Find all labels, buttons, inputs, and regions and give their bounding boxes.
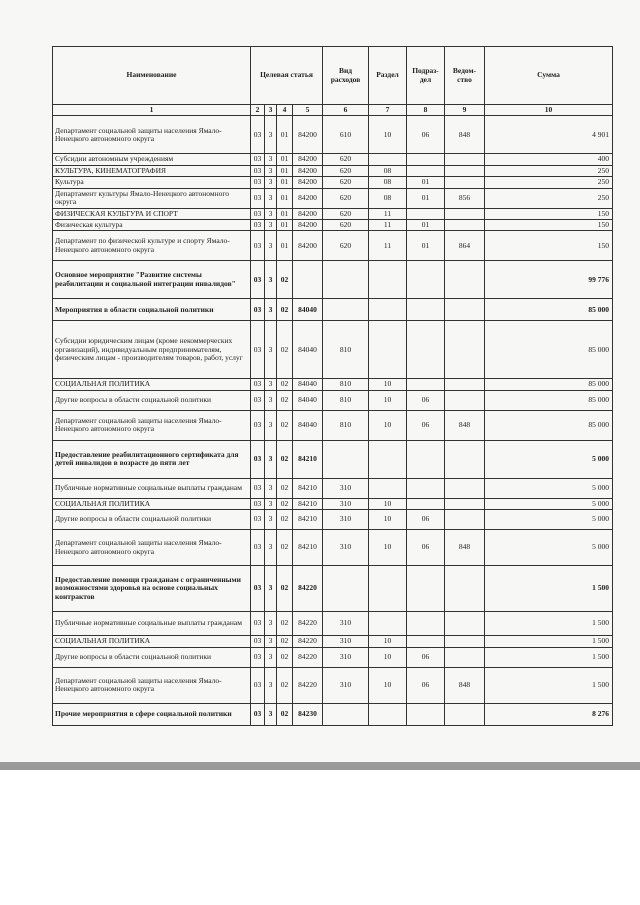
sum-cell: 8 276 [485, 703, 613, 725]
table-row [53, 188, 613, 208]
target-article-part2: 3 [265, 165, 277, 176]
target-article-part3: 02 [277, 379, 293, 390]
target-article-part1: 03 [251, 165, 265, 176]
expense-type-cell [323, 440, 369, 478]
target-article-part3: 01 [277, 219, 293, 230]
department-cell [445, 208, 485, 219]
column-number: 5 [293, 105, 323, 116]
department-cell: 848 [445, 530, 485, 566]
target-article-part2: 3 [265, 390, 277, 410]
target-article-part4: 84220 [293, 566, 323, 612]
target-article-part2: 3 [265, 667, 277, 703]
sum-cell: 85 000 [485, 299, 613, 321]
table-row [53, 667, 613, 703]
subsection-cell: 06 [407, 510, 445, 530]
target-article-part1: 03 [251, 498, 265, 509]
header-section: Раздел [369, 47, 407, 105]
table-row [53, 231, 613, 261]
target-article-part4: 84200 [293, 188, 323, 208]
table-body [53, 116, 613, 725]
target-article-part3: 02 [277, 636, 293, 647]
target-article-part3: 02 [277, 647, 293, 667]
subsection-cell [407, 636, 445, 647]
section-cell: 10 [369, 379, 407, 390]
target-article-part4: 84210 [293, 498, 323, 509]
section-cell [369, 299, 407, 321]
section-cell [369, 566, 407, 612]
target-article-part4: 84200 [293, 165, 323, 176]
department-cell [445, 165, 485, 176]
sum-cell: 400 [485, 154, 613, 165]
expense-type-cell: 620 [323, 165, 369, 176]
row-name: Департамент по физической культуре и спорту Ямало-Ненецкого автономного округа [53, 231, 251, 261]
section-cell: 10 [369, 667, 407, 703]
table-row [53, 498, 613, 509]
section-cell: 10 [369, 636, 407, 647]
subsection-cell: 01 [407, 188, 445, 208]
expense-type-cell: 310 [323, 478, 369, 498]
table-row [53, 321, 613, 379]
table-row [53, 299, 613, 321]
expense-type-cell [323, 299, 369, 321]
department-cell [445, 440, 485, 478]
subsection-cell [407, 208, 445, 219]
target-article-part3: 01 [277, 231, 293, 261]
sum-cell: 1 500 [485, 636, 613, 647]
expense-type-cell: 620 [323, 177, 369, 188]
row-name: Другие вопросы в области социальной политики [53, 390, 251, 410]
target-article-part2: 3 [265, 703, 277, 725]
section-cell [369, 612, 407, 636]
subsection-cell [407, 165, 445, 176]
row-name: Физическая культура [53, 219, 251, 230]
target-article-part4: 84210 [293, 510, 323, 530]
table-row [53, 208, 613, 219]
target-article-part2: 3 [265, 208, 277, 219]
target-article-part2: 3 [265, 478, 277, 498]
target-article-part2: 3 [265, 299, 277, 321]
department-cell: 848 [445, 116, 485, 154]
target-article-part3: 02 [277, 530, 293, 566]
target-article-part2: 3 [265, 188, 277, 208]
target-article-part4: 84220 [293, 612, 323, 636]
target-article-part4: 84040 [293, 410, 323, 440]
sum-cell: 5 000 [485, 440, 613, 478]
target-article-part3: 01 [277, 177, 293, 188]
department-cell: 856 [445, 188, 485, 208]
expense-type-cell: 310 [323, 636, 369, 647]
target-article-part2: 3 [265, 154, 277, 165]
subsection-cell [407, 612, 445, 636]
table-row [53, 478, 613, 498]
target-article-part3: 02 [277, 410, 293, 440]
subsection-cell [407, 261, 445, 299]
section-cell: 10 [369, 498, 407, 509]
target-article-part3: 02 [277, 440, 293, 478]
target-article-part4: 84230 [293, 703, 323, 725]
department-cell [445, 636, 485, 647]
column-number: 8 [407, 105, 445, 116]
subsection-cell: 06 [407, 390, 445, 410]
subsection-cell [407, 566, 445, 612]
expense-type-cell: 310 [323, 667, 369, 703]
target-article-part4: 84220 [293, 647, 323, 667]
department-cell: 848 [445, 410, 485, 440]
department-cell [445, 647, 485, 667]
target-article-part2: 3 [265, 321, 277, 379]
department-cell [445, 321, 485, 379]
subsection-cell: 06 [407, 410, 445, 440]
subsection-cell: 01 [407, 231, 445, 261]
department-cell [445, 478, 485, 498]
department-cell [445, 390, 485, 410]
target-article-part3: 02 [277, 390, 293, 410]
target-article-part1: 03 [251, 530, 265, 566]
target-article-part1: 03 [251, 321, 265, 379]
department-cell [445, 219, 485, 230]
expense-type-cell [323, 261, 369, 299]
target-article-part1: 03 [251, 612, 265, 636]
target-article-part1: 03 [251, 188, 265, 208]
sum-cell: 250 [485, 188, 613, 208]
sum-cell: 150 [485, 208, 613, 219]
target-article-part1: 03 [251, 116, 265, 154]
table-row [53, 612, 613, 636]
expense-type-cell: 620 [323, 219, 369, 230]
subsection-cell: 01 [407, 219, 445, 230]
row-name: Департамент социальной защиты населения Ямало-Ненецкого автономного округа [53, 530, 251, 566]
expense-type-cell: 620 [323, 208, 369, 219]
section-cell [369, 478, 407, 498]
target-article-part4: 84200 [293, 219, 323, 230]
subsection-cell: 06 [407, 530, 445, 566]
department-cell [445, 154, 485, 165]
header-expense-type: Вид расходов [323, 47, 369, 105]
department-cell [445, 261, 485, 299]
target-article-part2: 3 [265, 219, 277, 230]
sum-cell: 150 [485, 231, 613, 261]
target-article-part3: 01 [277, 165, 293, 176]
sum-cell: 250 [485, 165, 613, 176]
expense-type-cell [323, 703, 369, 725]
target-article-part4 [293, 261, 323, 299]
target-article-part3: 02 [277, 299, 293, 321]
column-number: 3 [265, 105, 277, 116]
target-article-part2: 3 [265, 647, 277, 667]
target-article-part4: 84200 [293, 154, 323, 165]
row-name: СОЦИАЛЬНАЯ ПОЛИТИКА [53, 498, 251, 509]
target-article-part3: 02 [277, 261, 293, 299]
row-name: Другие вопросы в области социальной политики [53, 510, 251, 530]
budget-table-container [52, 46, 612, 726]
section-cell [369, 154, 407, 165]
target-article-part1: 03 [251, 478, 265, 498]
row-name: Департамент культуры Ямало-Ненецкого автономного округа [53, 188, 251, 208]
target-article-part3: 02 [277, 321, 293, 379]
target-article-part3: 02 [277, 612, 293, 636]
row-name: Культура [53, 177, 251, 188]
row-name: Субсидии юридическим лицам (кроме некоммерческих организаций), индивидуальным предпринимателям, физическим лицам - производителям товаров, работ, услуг [53, 321, 251, 379]
table-row [53, 390, 613, 410]
column-number: 4 [277, 105, 293, 116]
expense-type-cell: 810 [323, 390, 369, 410]
target-article-part1: 03 [251, 410, 265, 440]
target-article-part3: 02 [277, 703, 293, 725]
row-name: Субсидии автономным учреждениям [53, 154, 251, 165]
column-number: 10 [485, 105, 613, 116]
target-article-part2: 3 [265, 498, 277, 509]
expense-type-cell: 620 [323, 188, 369, 208]
table-row [53, 440, 613, 478]
expense-type-cell: 610 [323, 116, 369, 154]
department-cell [445, 498, 485, 509]
target-article-part4: 84040 [293, 321, 323, 379]
target-article-part1: 03 [251, 566, 265, 612]
sum-cell: 85 000 [485, 379, 613, 390]
target-article-part4: 84040 [293, 390, 323, 410]
target-article-part1: 03 [251, 379, 265, 390]
target-article-part1: 03 [251, 667, 265, 703]
target-article-part1: 03 [251, 154, 265, 165]
row-name: Департамент социальной защиты населения Ямало-Ненецкого автономного округа [53, 116, 251, 154]
subsection-cell [407, 321, 445, 379]
table-row [53, 647, 613, 667]
row-name: Публичные нормативные социальные выплаты гражданам [53, 612, 251, 636]
table-row [53, 566, 613, 612]
sum-cell: 1 500 [485, 647, 613, 667]
header-row [53, 47, 613, 105]
target-article-part3: 02 [277, 498, 293, 509]
department-cell [445, 299, 485, 321]
target-article-part2: 3 [265, 231, 277, 261]
section-cell: 08 [369, 188, 407, 208]
column-number-row [53, 105, 613, 116]
expense-type-cell [323, 566, 369, 612]
header-subsection: Подраз-дел [407, 47, 445, 105]
row-name: Предоставление помощи гражданам с ограниченными возможностями здоровья на основе социальных контрактов [53, 566, 251, 612]
department-cell [445, 510, 485, 530]
table-row [53, 636, 613, 647]
expense-type-cell: 810 [323, 410, 369, 440]
target-article-part4: 84210 [293, 440, 323, 478]
subsection-cell [407, 478, 445, 498]
section-cell [369, 703, 407, 725]
department-cell: 848 [445, 667, 485, 703]
department-cell: 864 [445, 231, 485, 261]
table-row [53, 154, 613, 165]
target-article-part3: 02 [277, 510, 293, 530]
expense-type-cell: 310 [323, 530, 369, 566]
target-article-part2: 3 [265, 530, 277, 566]
section-cell: 10 [369, 116, 407, 154]
table-row [53, 510, 613, 530]
expense-type-cell: 310 [323, 498, 369, 509]
target-article-part2: 3 [265, 636, 277, 647]
scan-edge-band [0, 762, 640, 770]
department-cell [445, 177, 485, 188]
section-cell: 10 [369, 510, 407, 530]
target-article-part4: 84210 [293, 530, 323, 566]
table-row [53, 116, 613, 154]
subsection-cell [407, 703, 445, 725]
table-row [53, 165, 613, 176]
target-article-part1: 03 [251, 208, 265, 219]
section-cell: 10 [369, 647, 407, 667]
target-article-part1: 03 [251, 510, 265, 530]
expense-type-cell: 620 [323, 154, 369, 165]
column-number: 6 [323, 105, 369, 116]
target-article-part1: 03 [251, 177, 265, 188]
section-cell: 10 [369, 530, 407, 566]
section-cell: 08 [369, 177, 407, 188]
section-cell [369, 321, 407, 379]
sum-cell: 5 000 [485, 478, 613, 498]
target-article-part3: 02 [277, 566, 293, 612]
column-number: 9 [445, 105, 485, 116]
header-name: Наименование [53, 47, 251, 105]
target-article-part4: 84200 [293, 177, 323, 188]
row-name: КУЛЬТУРА, КИНЕМАТОГРАФИЯ [53, 165, 251, 176]
sum-cell: 4 901 [485, 116, 613, 154]
row-name: Публичные нормативные социальные выплаты гражданам [53, 478, 251, 498]
target-article-part2: 3 [265, 510, 277, 530]
target-article-part3: 01 [277, 116, 293, 154]
target-article-part1: 03 [251, 219, 265, 230]
subsection-cell: 06 [407, 667, 445, 703]
sum-cell: 1 500 [485, 667, 613, 703]
target-article-part1: 03 [251, 647, 265, 667]
sum-cell: 85 000 [485, 390, 613, 410]
target-article-part2: 3 [265, 261, 277, 299]
target-article-part2: 3 [265, 440, 277, 478]
target-article-part2: 3 [265, 566, 277, 612]
target-article-part2: 3 [265, 410, 277, 440]
department-cell [445, 703, 485, 725]
row-name: Основное мероприятие "Развитие системы реабилитации и социальной интеграции инвалидов" [53, 261, 251, 299]
sum-cell: 85 000 [485, 321, 613, 379]
expense-type-cell: 310 [323, 612, 369, 636]
row-name: Прочие мероприятия в сфере социальной политики [53, 703, 251, 725]
target-article-part1: 03 [251, 636, 265, 647]
header-sum: Сумма [485, 47, 613, 105]
expense-type-cell: 810 [323, 379, 369, 390]
sum-cell: 85 000 [485, 410, 613, 440]
table-row [53, 410, 613, 440]
expense-type-cell: 310 [323, 510, 369, 530]
sum-cell: 250 [485, 177, 613, 188]
department-cell [445, 612, 485, 636]
row-name: СОЦИАЛЬНАЯ ПОЛИТИКА [53, 379, 251, 390]
sum-cell: 5 000 [485, 498, 613, 509]
section-cell: 11 [369, 219, 407, 230]
target-article-part2: 3 [265, 177, 277, 188]
target-article-part2: 3 [265, 116, 277, 154]
table-row [53, 703, 613, 725]
section-cell: 10 [369, 410, 407, 440]
subsection-cell [407, 498, 445, 509]
target-article-part4: 84220 [293, 636, 323, 647]
table-row [53, 261, 613, 299]
sum-cell: 99 776 [485, 261, 613, 299]
section-cell: 10 [369, 390, 407, 410]
subsection-cell [407, 379, 445, 390]
subsection-cell [407, 154, 445, 165]
target-article-part1: 03 [251, 440, 265, 478]
section-cell: 11 [369, 208, 407, 219]
department-cell [445, 566, 485, 612]
column-number: 7 [369, 105, 407, 116]
target-article-part1: 03 [251, 390, 265, 410]
section-cell [369, 261, 407, 299]
subsection-cell [407, 299, 445, 321]
sum-cell: 5 000 [485, 510, 613, 530]
target-article-part4: 84040 [293, 299, 323, 321]
section-cell [369, 440, 407, 478]
target-article-part4: 84200 [293, 208, 323, 219]
expense-type-cell: 620 [323, 231, 369, 261]
target-article-part1: 03 [251, 261, 265, 299]
section-cell: 08 [369, 165, 407, 176]
budget-table [52, 46, 613, 726]
column-number: 1 [53, 105, 251, 116]
target-article-part3: 02 [277, 667, 293, 703]
row-name: Предоставление реабилитационного сертификата для детей инвалидов в возрасте до пяти лет [53, 440, 251, 478]
sum-cell: 150 [485, 219, 613, 230]
target-article-part3: 01 [277, 154, 293, 165]
department-cell [445, 379, 485, 390]
target-article-part1: 03 [251, 299, 265, 321]
target-article-part3: 01 [277, 208, 293, 219]
row-name: СОЦИАЛЬНАЯ ПОЛИТИКА [53, 636, 251, 647]
subsection-cell: 01 [407, 177, 445, 188]
subsection-cell [407, 440, 445, 478]
row-name: Мероприятия в области социальной политики [53, 299, 251, 321]
target-article-part4: 84200 [293, 116, 323, 154]
row-name: Департамент социальной защиты населения Ямало-Ненецкого автономного округа [53, 667, 251, 703]
row-name: Другие вопросы в области социальной политики [53, 647, 251, 667]
target-article-part1: 03 [251, 703, 265, 725]
section-cell: 11 [369, 231, 407, 261]
target-article-part4: 84040 [293, 379, 323, 390]
target-article-part4: 84220 [293, 667, 323, 703]
expense-type-cell: 810 [323, 321, 369, 379]
table-row [53, 530, 613, 566]
sum-cell: 1 500 [485, 612, 613, 636]
header-target-article: Целевая статья [251, 47, 323, 105]
table-row [53, 379, 613, 390]
header-department: Ведом-ство [445, 47, 485, 105]
row-name: ФИЗИЧЕСКАЯ КУЛЬТУРА И СПОРТ [53, 208, 251, 219]
target-article-part4: 84200 [293, 231, 323, 261]
sum-cell: 5 000 [485, 530, 613, 566]
expense-type-cell: 310 [323, 647, 369, 667]
target-article-part1: 03 [251, 231, 265, 261]
target-article-part4: 84210 [293, 478, 323, 498]
target-article-part3: 02 [277, 478, 293, 498]
table-row [53, 219, 613, 230]
target-article-part3: 01 [277, 188, 293, 208]
row-name: Департамент социальной защиты населения Ямало-Ненецкого автономного округа [53, 410, 251, 440]
sum-cell: 1 500 [485, 566, 613, 612]
target-article-part2: 3 [265, 379, 277, 390]
table-row [53, 177, 613, 188]
subsection-cell: 06 [407, 116, 445, 154]
target-article-part2: 3 [265, 612, 277, 636]
subsection-cell: 06 [407, 647, 445, 667]
column-number: 2 [251, 105, 265, 116]
